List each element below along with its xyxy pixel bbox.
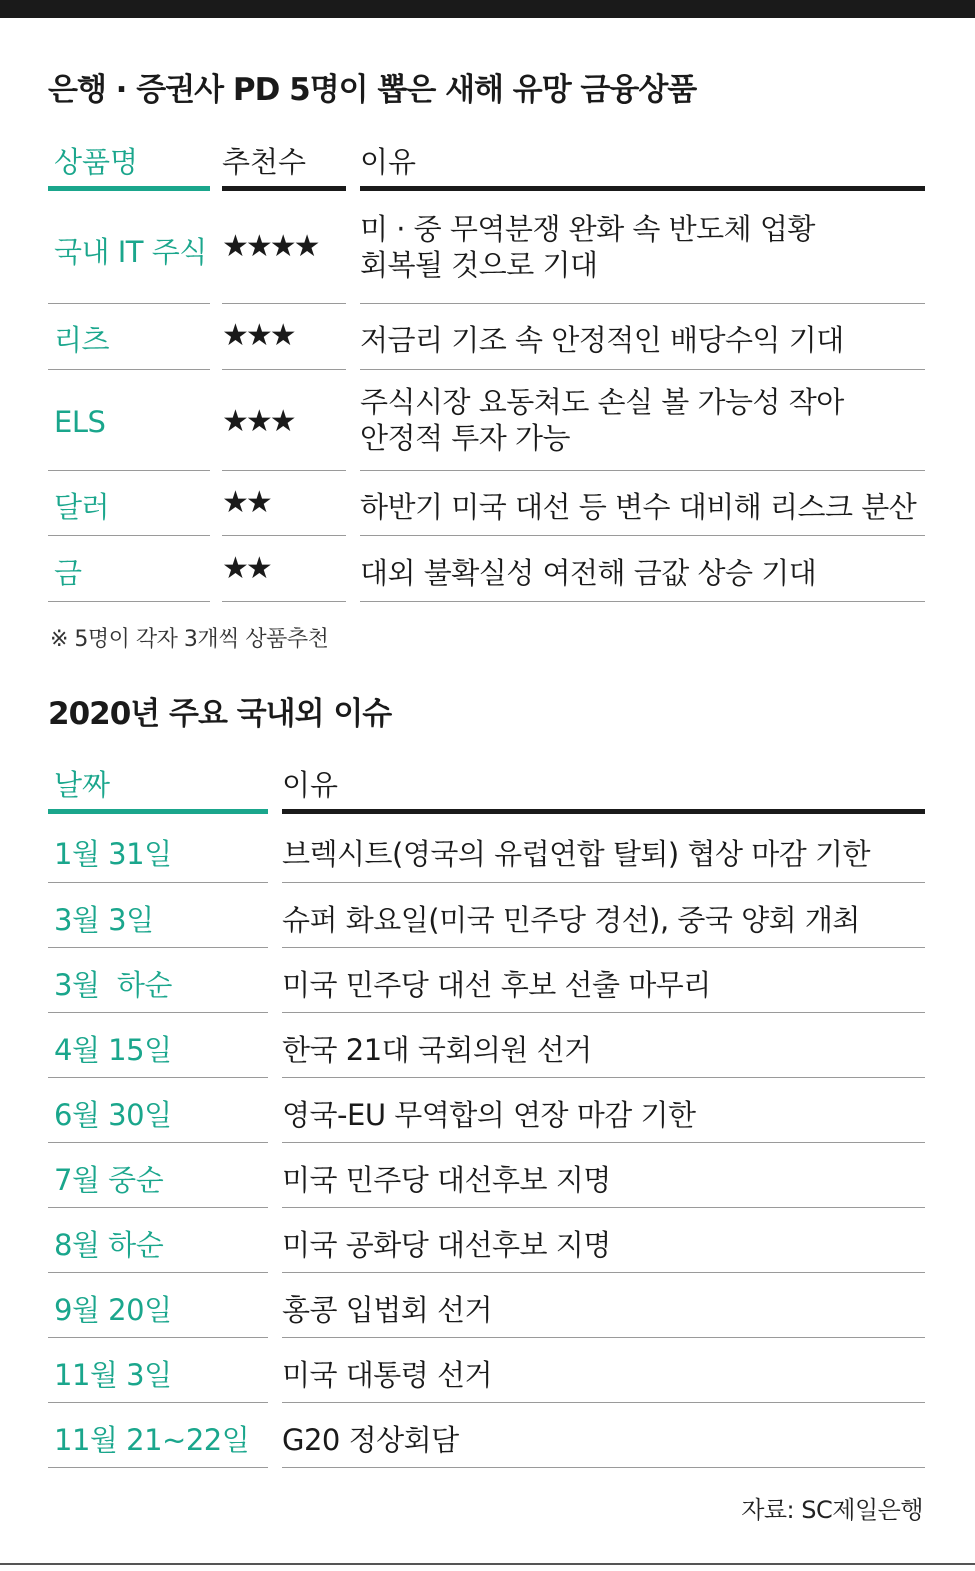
reason-line: 안정적 투자 가능 [360,421,571,455]
reason-text: 저금리 기조 속 안정적인 배당수익 기대 [360,323,844,357]
header-rule-date [48,809,268,814]
row-divider [282,1012,925,1013]
row-divider [222,303,346,304]
row-divider [48,947,268,948]
top-bar [0,0,975,18]
issue-event: G20 정상회담 [282,1423,459,1457]
product-name: ELS [54,405,106,439]
issue-date: 9월 20일 [54,1293,172,1327]
header-rule-event [282,809,925,814]
issue-date: 7월 중순 [54,1163,164,1197]
product-name: 달러 [54,490,110,524]
row-divider [282,1142,925,1143]
reason-line: 회복될 것으로 기대 [360,248,598,282]
row-divider [48,303,210,304]
issue-date: 8월 하순 [54,1228,164,1262]
reason-text: 하반기 미국 대선 등 변수 대비해 리스크 분산 [360,490,917,524]
reason-line: 미 · 중 무역분쟁 완화 속 반도체 업황 [360,212,815,246]
issue-event: 슈퍼 화요일(미국 민주당 경선), 중국 양회 개최 [282,903,860,937]
row-divider [222,535,346,536]
issue-date: 4월 15일 [54,1033,172,1067]
issue-event: 한국 21대 국회의원 선거 [282,1033,592,1067]
star-rating: ★★ [222,551,270,586]
table2-title: 2020년 주요 국내외 이슈 [48,696,392,732]
row-divider [48,882,268,883]
row-divider [282,1077,925,1078]
reason-text [360,211,815,283]
row-divider [48,1467,268,1468]
issue-event: 미국 대통령 선거 [282,1358,493,1392]
star-rating: ★★★ [222,404,294,439]
row-divider [282,1207,925,1208]
issue-date: 3월 하순 [54,968,172,1002]
row-divider [48,1272,268,1273]
reason-line: 주식시장 요동쳐도 손실 볼 가능성 작아 [360,385,844,419]
star-rating: ★★★ [222,318,294,353]
row-divider [48,1142,268,1143]
row-divider [48,1207,268,1208]
product-name: 금 [54,556,82,590]
header-date: 날짜 [54,768,111,802]
row-divider [360,303,925,304]
header-rule-product [48,186,210,191]
row-divider [282,1337,925,1338]
row-divider [282,882,925,883]
header-rule-reason [360,186,925,191]
row-divider [360,535,925,536]
row-divider [360,470,925,471]
issue-event: 브렉시트(영국의 유럽연합 탈퇴) 협상 마감 기한 [282,837,870,871]
bottom-rule [0,1563,975,1565]
issue-event: 미국 민주당 대선 후보 선출 마무리 [282,968,711,1002]
footnote: ※ 5명이 각자 3개씩 상품추천 [50,627,329,652]
issue-event: 영국-EU 무역합의 연장 마감 기한 [282,1098,696,1132]
row-divider [48,1012,268,1013]
row-divider [360,369,925,370]
row-divider [48,601,210,602]
row-divider [282,947,925,948]
header-votes: 추천수 [222,145,307,179]
row-divider [48,1337,268,1338]
header-reason: 이유 [360,145,417,179]
row-divider [282,1272,925,1273]
issue-date: 6월 30일 [54,1098,172,1132]
row-divider [360,601,925,602]
row-divider [222,470,346,471]
header-rule-votes [222,186,346,191]
table1-title: 은행 · 증권사 PD 5명이 뽑은 새해 유망 금융상품 [48,72,697,108]
issue-date: 11월 21~22일 [54,1423,250,1457]
row-divider [282,1402,925,1403]
row-divider [48,470,210,471]
reason-text [360,384,844,456]
issue-date: 1월 31일 [54,837,172,871]
reason-text: 대외 불확실성 여전해 금값 상승 기대 [360,556,817,590]
product-name: 리츠 [54,323,110,357]
issue-event: 홍콩 입법회 선거 [282,1293,493,1327]
star-rating: ★★★★ [222,229,318,264]
issue-date: 3월 3일 [54,903,154,937]
row-divider [48,1077,268,1078]
row-divider [48,369,210,370]
header-product: 상품명 [54,145,139,179]
row-divider [222,369,346,370]
row-divider [48,1402,268,1403]
header-event: 이유 [282,768,339,802]
row-divider [48,535,210,536]
issue-event: 미국 공화당 대선후보 지명 [282,1228,611,1262]
source-credit: 자료: SC제일은행 [741,1496,923,1524]
product-name: 국내 IT 주식 [54,235,207,269]
row-divider [282,1467,925,1468]
issue-event: 미국 민주당 대선후보 지명 [282,1163,611,1197]
star-rating: ★★ [222,485,270,520]
row-divider [222,601,346,602]
issue-date: 11월 3일 [54,1358,172,1392]
